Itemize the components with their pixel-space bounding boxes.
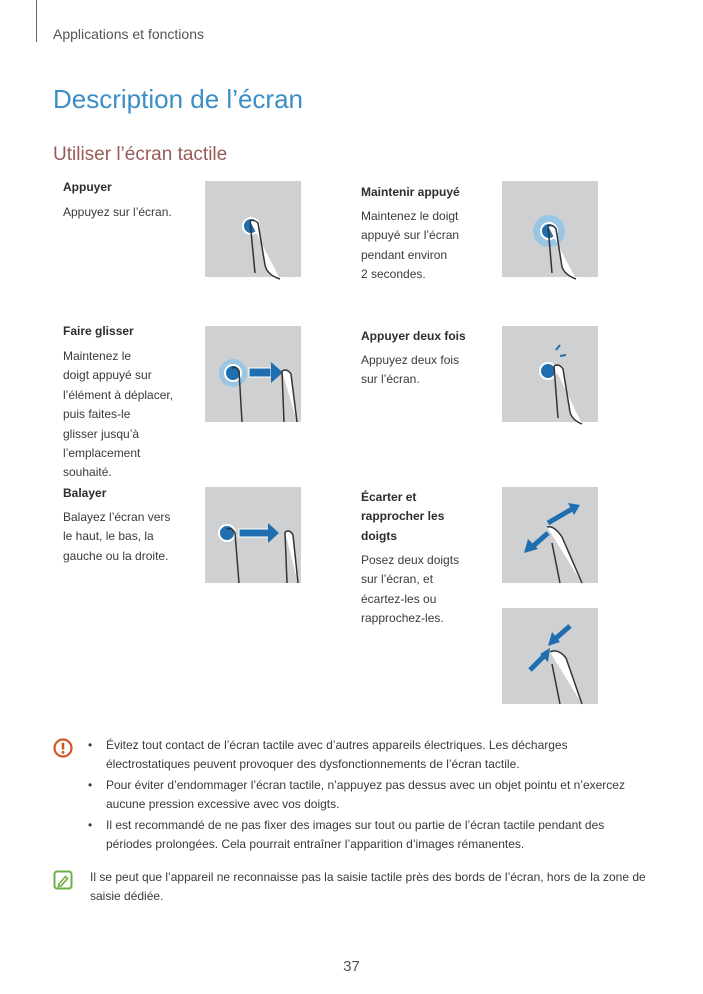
touch-point-icon bbox=[540, 363, 556, 379]
finger-icon bbox=[282, 370, 297, 422]
desc-line: sur l’écran, et bbox=[361, 572, 434, 587]
gesture-hold-illustration bbox=[502, 181, 598, 277]
gesture-tap-title: Appuyer bbox=[63, 180, 112, 194]
gesture-pinch-title bbox=[361, 488, 444, 546]
gesture-swipe-title: Balayer bbox=[63, 486, 107, 500]
desc-line: Posez deux doigts bbox=[361, 553, 460, 567]
header-rule bbox=[36, 0, 37, 42]
gesture-double-title: Appuyer deux fois bbox=[361, 329, 466, 343]
gesture-drag-title: Faire glisser bbox=[63, 324, 134, 338]
arrow-icon bbox=[532, 533, 548, 547]
desc-line: le haut, le bas, la bbox=[63, 529, 154, 544]
section-subtitle: Utiliser l’écran tactile bbox=[53, 144, 228, 165]
gesture-spread-illustration bbox=[502, 487, 598, 583]
caution-icon bbox=[53, 738, 73, 758]
desc-line: l’élément à déplacer, bbox=[63, 387, 174, 402]
finger-icon bbox=[554, 365, 582, 424]
page-number: 37 bbox=[343, 958, 360, 975]
tap-indicator bbox=[556, 345, 566, 356]
desc-line: gauche ou la droite. bbox=[63, 548, 169, 563]
desc-line: rapprochez-les. bbox=[361, 611, 444, 626]
finger-icon bbox=[547, 527, 582, 583]
gesture-swipe-desc bbox=[63, 508, 170, 566]
list-item: • Évitez tout contact de l’écran tactile avec d’autres appareils électriques. Les décharges électrostatiques peuvent provoquer des dysfonctionnements de l’écran tactile. bbox=[88, 738, 568, 771]
desc-line: Maintenez le doigt bbox=[361, 209, 459, 223]
list-item: • Pour éviter d’endommager l’écran tactile, n’appuyez pas dessus avec un objet pointu et n’exercez aucune pression excessive avec vos doigts. bbox=[88, 778, 625, 811]
arrow-icon bbox=[249, 368, 271, 377]
gesture-pinch-desc bbox=[361, 551, 459, 629]
desc-line: sur l’écran. bbox=[361, 372, 420, 387]
desc-line: Maintenez le bbox=[63, 349, 132, 363]
desc-line: puis faites-le bbox=[63, 407, 131, 422]
title-line: rapprocher les bbox=[361, 509, 445, 524]
gesture-tap-illustration bbox=[205, 181, 301, 277]
desc-line: Appuyez sur l’écran. bbox=[63, 205, 172, 219]
gesture-tap-desc bbox=[63, 203, 172, 222]
finger-icon bbox=[550, 651, 582, 704]
list-item: • Il est recommandé de ne pas fixer des images sur tout ou partie de l’écran tactile pendant des périodes prolongées. Cela pourrait entraîner l’apparition d’images rémanentes. bbox=[88, 818, 605, 851]
desc-line: 2 secondes. bbox=[361, 267, 426, 282]
desc-line: appuyé sur l’écran bbox=[361, 228, 460, 243]
gesture-drag-desc bbox=[63, 347, 173, 483]
gesture-hold-title: Maintenir appuyé bbox=[361, 185, 460, 199]
gesture-swipe-illustration bbox=[205, 487, 301, 583]
desc-line: pendant environ bbox=[361, 247, 448, 262]
arrow-icon bbox=[239, 529, 269, 537]
finger-icon bbox=[250, 220, 280, 279]
section-label: Applications et fonctions bbox=[53, 26, 204, 42]
caution-list bbox=[88, 736, 648, 856]
note-text: Il se peut que l’appareil ne reconnaisse pas la saisie tactile près des bords de l’écran, hors de la zone de saisie dédiée. bbox=[90, 870, 646, 903]
desc-line: souhaité. bbox=[63, 465, 112, 480]
page-title: Description de l’écran bbox=[53, 84, 304, 114]
note-icon bbox=[53, 870, 73, 890]
desc-line: doigt appuyé sur bbox=[63, 368, 152, 383]
gesture-drag-illustration bbox=[205, 326, 301, 422]
gesture-double-illustration bbox=[502, 326, 598, 422]
gesture-double-desc bbox=[361, 351, 459, 390]
title-line: doigts bbox=[361, 528, 397, 543]
desc-line: Appuyez deux fois bbox=[361, 353, 460, 367]
desc-line: glisser jusqu’à bbox=[63, 426, 140, 441]
desc-line: Balayez l’écran vers bbox=[63, 510, 171, 524]
touch-point-icon bbox=[219, 525, 235, 541]
finger-icon bbox=[285, 531, 298, 583]
arrow-icon bbox=[548, 509, 572, 523]
desc-line: l’emplacement bbox=[63, 446, 141, 461]
title-line: Écarter et bbox=[361, 490, 417, 504]
gesture-hold-desc bbox=[361, 207, 459, 285]
gesture-pinch-illustration bbox=[502, 608, 598, 704]
desc-line: écartez-les ou bbox=[361, 591, 437, 606]
